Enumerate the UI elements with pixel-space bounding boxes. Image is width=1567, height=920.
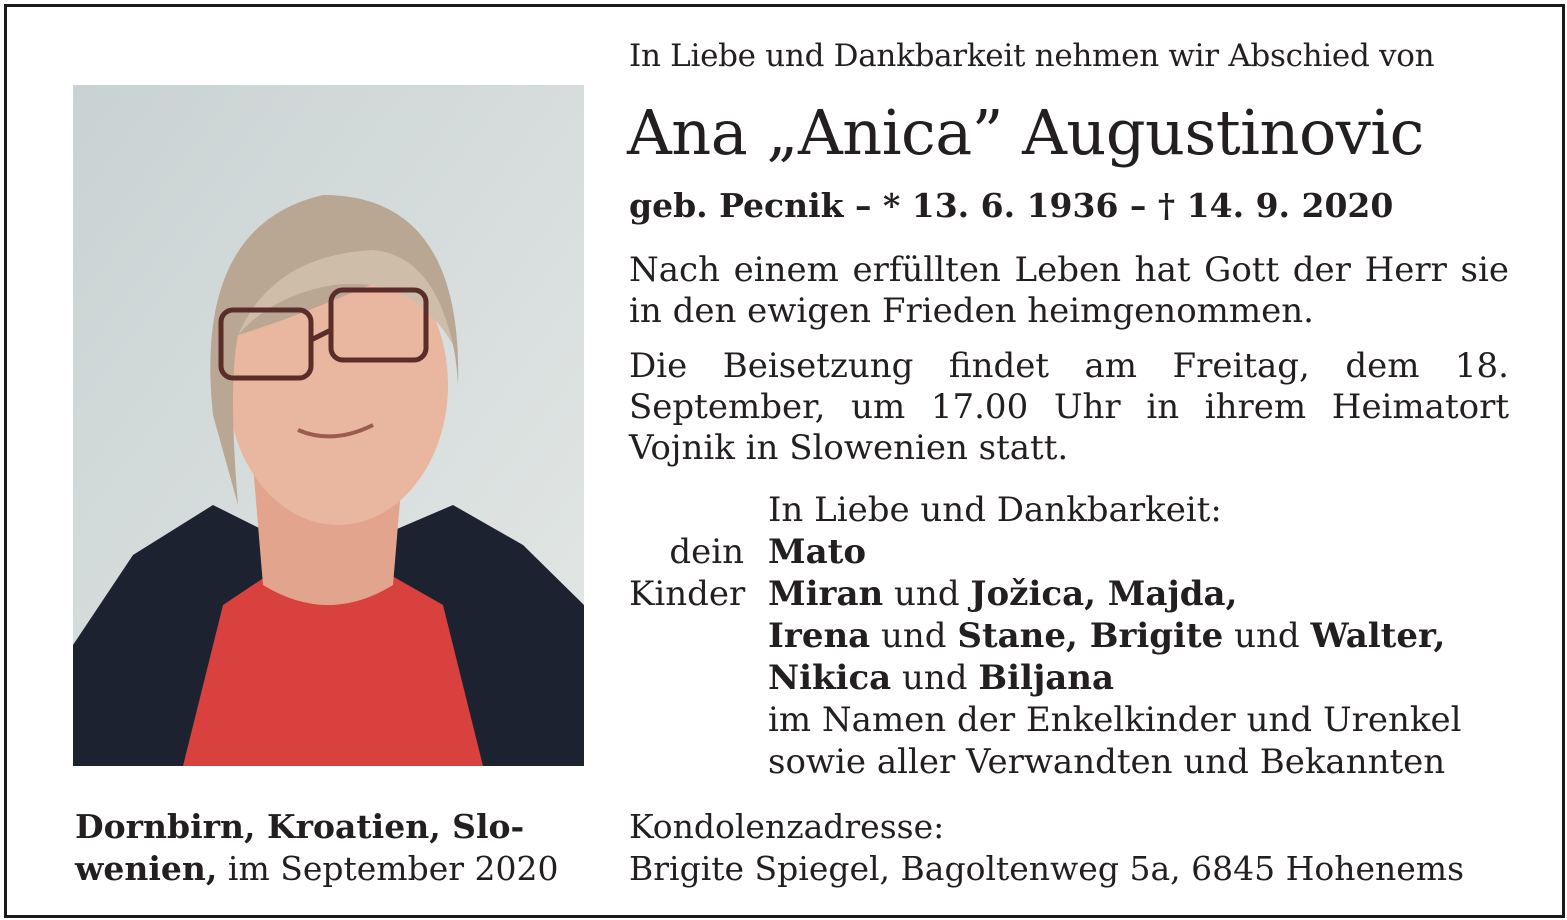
mourners-heading: In Liebe und Dankbarkeit: (768, 490, 1222, 530)
place-and-date: Dornbirn, Kroatien, Slo- wenien, im September 2020 (75, 807, 559, 888)
obituary-paragraph-2: Die Beisetzung findet am Freitag, dem 18. September, um 17.00 Uhr in ihrem Heimatort Vojnik in Slowenien statt. (629, 346, 1509, 468)
obituary-paragraph-1: Nach einem erfüllten Leben hat Gott der Herr sie in den ewigen Frieden heimgenommen. (629, 250, 1509, 331)
husband-name: Mato (768, 532, 867, 572)
grandchildren-line: im Namen der Enkelkinder und Urenkel (768, 700, 1462, 740)
husband-label: dein (669, 532, 744, 572)
deceased-name: Ana „Anica” Augustinovic (627, 96, 1424, 169)
children-line-3: Nikica und Biljana (768, 658, 1115, 698)
condolence-address: Kondolenzadresse: Brigite Spiegel, Bagoltenweg 5a, 6845 Hohenems (629, 807, 1465, 888)
intro-line: In Liebe und Dankbarkeit nehmen wir Abschied von (629, 38, 1435, 74)
birth-death-dates: geb. Pecnik – * 13. 6. 1936 – † 14. 9. 2020 (629, 186, 1394, 225)
children-line-1: Miran und Jožica, Majda, (768, 574, 1238, 614)
relatives-line: sowie aller Verwandten und Bekannten (768, 742, 1446, 782)
portrait-photo (73, 85, 584, 766)
children-label: Kinder (629, 574, 746, 614)
children-line-2: Irena und Stane, Brigite und Walter, (768, 616, 1446, 656)
